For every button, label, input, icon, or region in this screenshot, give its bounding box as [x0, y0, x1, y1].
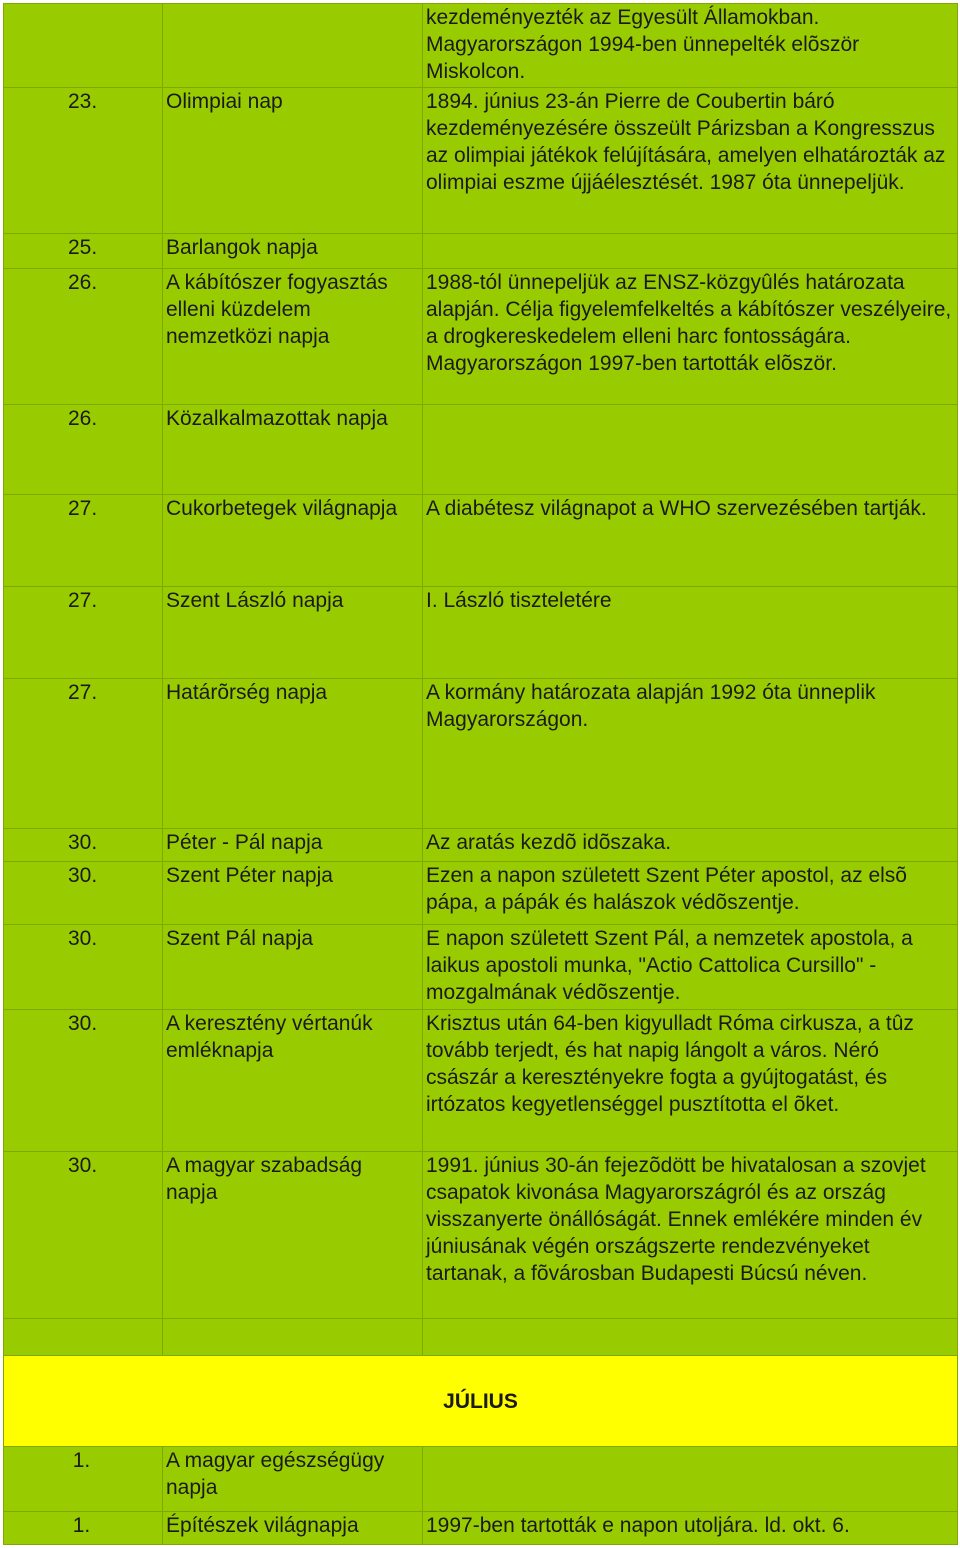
description-cell — [423, 234, 958, 269]
table-row — [4, 679, 958, 829]
table-row — [4, 405, 958, 495]
day-cell: 23. — [4, 88, 163, 234]
empty-cell — [4, 1319, 163, 1356]
description-cell: Ezen a napon született Szent Péter apostol, az elsõ pápa, a pápák és halászok védõszentje. — [423, 862, 958, 925]
day-cell: 27. — [4, 495, 163, 587]
name-cell: A magyar szabadság napja — [163, 1152, 423, 1319]
description-cell: Krisztus után 64-ben kigyulladt Róma cirkusza, a tûz tovább terjedt, és hat napig lángolt a város. Néró császár a keresztényekre fogta a gyújtogatást, és irtózatos kegyetlenséggel pusztította el õket. — [423, 1010, 958, 1152]
day-cell: 1. — [4, 1447, 163, 1512]
day-cell: 26. — [4, 405, 163, 495]
day-cell: 30. — [4, 925, 163, 1010]
day-cell: 30. — [4, 829, 163, 862]
description-cell: A diabétesz világnapot a WHO szervezésében tartják. — [423, 495, 958, 587]
table-row — [4, 1512, 958, 1545]
description-cell: A kormány határozata alapján 1992 óta ünneplik Magyarországon. — [423, 679, 958, 829]
table-row — [4, 88, 958, 234]
day-cell: 30. — [4, 1010, 163, 1152]
empty-row — [4, 1319, 958, 1356]
day-cell: 27. — [4, 679, 163, 829]
table-row — [4, 1152, 958, 1319]
day-cell — [4, 4, 163, 88]
table-row — [4, 234, 958, 269]
name-cell: A kábítószer fogyasztás elleni küzdelem nemzetközi napja — [163, 269, 423, 405]
day-cell: 30. — [4, 862, 163, 925]
day-cell: 25. — [4, 234, 163, 269]
name-cell: Szent Pál napja — [163, 925, 423, 1010]
day-cell: 27. — [4, 587, 163, 679]
month-header: JÚLIUS — [4, 1356, 958, 1447]
description-cell: Az aratás kezdõ idõszaka. — [423, 829, 958, 862]
table-row — [4, 495, 958, 587]
name-cell: Szent László napja — [163, 587, 423, 679]
name-cell: Barlangok napja — [163, 234, 423, 269]
name-cell: Építészek világnapja — [163, 1512, 423, 1545]
table-row — [4, 862, 958, 925]
name-cell: Közalkalmazottak napja — [163, 405, 423, 495]
description-cell: 1991. június 30-án fejezõdött be hivatalosan a szovjet csapatok kivonása Magyarországról és az ország visszanyerte önállóságát. Ennek emlékére minden év júniusának végén országszerte rendezvényeket tartanak, a fõvárosban Budapesti Búcsú néven. — [423, 1152, 958, 1319]
description-cell: 1997-ben tartották e napon utoljára. ld. okt. 6. — [423, 1512, 958, 1545]
name-cell: Olimpiai nap — [163, 88, 423, 234]
name-cell — [163, 4, 423, 88]
name-cell: Szent Péter napja — [163, 862, 423, 925]
name-cell: A keresztény vértanúk emléknapja — [163, 1010, 423, 1152]
name-cell: A magyar egészségügy napja — [163, 1447, 423, 1512]
empty-cell — [163, 1319, 423, 1356]
day-cell: 26. — [4, 269, 163, 405]
description-cell: kezdeményezték az Egyesült Államokban. Magyarországon 1994-ben ünnepelték elõször Miskolcon. — [423, 4, 958, 88]
table-row — [4, 269, 958, 405]
table-row — [4, 587, 958, 679]
name-cell: Cukorbetegek világnapja — [163, 495, 423, 587]
description-cell — [423, 405, 958, 495]
description-cell: I. László tiszteletére — [423, 587, 958, 679]
table-row — [4, 4, 958, 88]
description-cell: E napon született Szent Pál, a nemzetek apostola, a laikus apostoli munka, "Actio Cattolica Cursillo" - mozgalmának védõszentje. — [423, 925, 958, 1010]
table-row — [4, 925, 958, 1010]
calendar-table — [3, 3, 958, 1545]
day-cell: 1. — [4, 1512, 163, 1545]
description-cell: 1988-tól ünnepeljük az ENSZ-közgyûlés határozata alapján. Célja figyelemfelkeltés a kábítószer veszélyeire, a drogkereskedelem elleni harc fontosságára. Magyarországon 1997-ben tartották elõször. — [423, 269, 958, 405]
description-cell: 1894. június 23-án Pierre de Coubertin báró kezdeményezésére összeült Párizsban a Kongresszus az olimpiai játékok felújítására, amelyen elhatározták az olimpiai eszme újjáélesztését. 1987 óta ünnepeljük. — [423, 88, 958, 234]
name-cell: Péter - Pál napja — [163, 829, 423, 862]
month-header-row — [4, 1356, 958, 1447]
table-row — [4, 1447, 958, 1512]
day-cell: 30. — [4, 1152, 163, 1319]
description-cell — [423, 1447, 958, 1512]
table-row — [4, 829, 958, 862]
empty-cell — [423, 1319, 958, 1356]
table-row — [4, 1010, 958, 1152]
name-cell: Határõrség napja — [163, 679, 423, 829]
